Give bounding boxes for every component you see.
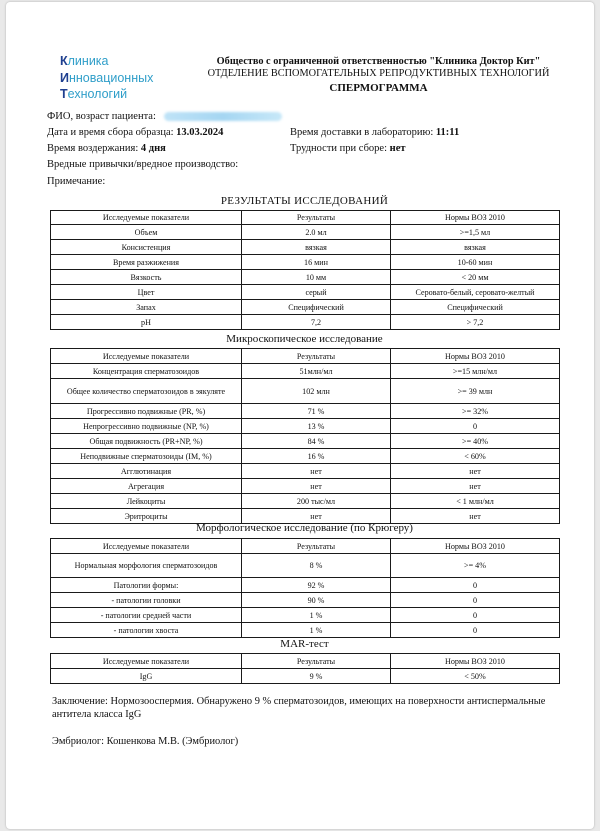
collection-date-field: Дата и время сбора образца: 13.03.2024 — [47, 127, 224, 138]
table-row — [51, 364, 560, 379]
table-cell: 92 % — [242, 578, 391, 593]
table-cell: Непрогрессивно подвижные (NP, %) — [51, 419, 242, 434]
organization-name: Общество с ограниченной ответственностью "Клиника Доктор Кит" — [216, 56, 541, 67]
column-header: Исследуемые показатели — [51, 539, 242, 554]
table-cell: >=1,5 мл — [391, 225, 560, 240]
table-cell: 200 тыс/мл — [242, 494, 391, 509]
table-cell: Вязкость — [51, 270, 242, 285]
document-sheet — [6, 2, 594, 829]
table-row — [51, 554, 560, 578]
column-header: Результаты — [242, 539, 391, 554]
table-row — [51, 300, 560, 315]
table-cell: Эритроциты — [51, 509, 242, 524]
table-cell: 51млн/мл — [242, 364, 391, 379]
table-header-row — [51, 539, 560, 554]
table-cell: 16 % — [242, 449, 391, 464]
table-cell: < 50% — [391, 669, 560, 684]
table-cell: < 60% — [391, 449, 560, 464]
table-cell: >= 40% — [391, 434, 560, 449]
table-row — [51, 578, 560, 593]
table-cell: 0 — [391, 593, 560, 608]
table-cell: Агрегация — [51, 479, 242, 494]
embryologist-signature-line: Эмбриолог: Кошенкова М.В. (Эмбриолог) — [52, 736, 239, 747]
table-cell: >= 32% — [391, 404, 560, 419]
column-header: Результаты — [242, 349, 391, 364]
table-row — [51, 225, 560, 240]
table-cell: 102 млн — [242, 379, 391, 404]
logo-line: Инновационных — [60, 70, 154, 85]
note-label: Примечание: — [47, 176, 106, 187]
abstinence-value: 4 дня — [140, 143, 166, 154]
column-header: Нормы ВОЗ 2010 — [391, 654, 560, 669]
column-header: Результаты — [242, 211, 391, 225]
table-cell: < 1 млн/мл — [391, 494, 560, 509]
section-title-results: РЕЗУЛЬТАТЫ ИССЛЕДОВАНИЙ — [220, 195, 389, 207]
table-cell: 0 — [391, 419, 560, 434]
conclusion-text: Заключение: Нормозооспермия. Обнаружено 9 % сперматозоидов, имеющих на поверхности антиспермальные антитела класса IgG — [52, 696, 546, 720]
table-cell: Консистенция — [51, 240, 242, 255]
table-cell: >= 4% — [391, 554, 560, 578]
table-cell: нет — [242, 464, 391, 479]
table-cell: 0 — [391, 578, 560, 593]
table-cell: < 20 мм — [391, 270, 560, 285]
table-cell: - патологии головки — [51, 593, 242, 608]
table-cell: Специфический — [391, 300, 560, 315]
table-cell: Нормальная морфология сперматозоидов — [51, 554, 242, 578]
table-row — [51, 593, 560, 608]
clinic-logo — [60, 53, 153, 103]
table-cell: IgG — [51, 669, 242, 684]
column-header: Результаты — [242, 654, 391, 669]
table-cell: 0 — [391, 623, 560, 638]
patient-fio-label: ФИО, возраст пациента: — [47, 111, 156, 122]
table-cell: 71 % — [242, 404, 391, 419]
table-row — [51, 494, 560, 509]
table-cell: 84 % — [242, 434, 391, 449]
department-name: ОТДЕЛЕНИЕ ВСПОМОГАТЕЛЬНЫХ РЕПРОДУКТИВНЫХ ТЕХНОЛОГИЙ — [207, 67, 550, 79]
microscopy-table — [50, 348, 560, 524]
table-cell: серый — [242, 285, 391, 300]
table-cell: Прогрессивно подвижные (PR, %) — [51, 404, 242, 419]
document-title: СПЕРМОГРАММА — [329, 82, 428, 94]
table-cell: Объем — [51, 225, 242, 240]
table-cell: pH — [51, 315, 242, 330]
column-header: Исследуемые показатели — [51, 654, 242, 669]
table-cell: Концентрация сперматозоидов — [51, 364, 242, 379]
table-row — [51, 479, 560, 494]
table-cell: Агглютинация — [51, 464, 242, 479]
morphology-table — [50, 538, 560, 638]
table-row — [51, 285, 560, 300]
table-cell: нет — [242, 509, 391, 524]
table-cell: нет — [391, 479, 560, 494]
organization-header — [206, 56, 551, 79]
table-cell: 9 % — [242, 669, 391, 684]
table-cell: Серовато-белый, серовато-желтый — [391, 285, 560, 300]
table-cell: Неподвижные сперматозоиды (IM, %) — [51, 449, 242, 464]
table-row — [51, 464, 560, 479]
logo-line: Клиника — [60, 54, 109, 68]
table-row — [51, 419, 560, 434]
table-row — [51, 379, 560, 404]
table-row — [51, 255, 560, 270]
difficulties-field: Трудности при сборе: нет — [290, 143, 406, 154]
difficulties-value: нет — [389, 143, 406, 154]
table-row — [51, 623, 560, 638]
table-row — [51, 608, 560, 623]
table-cell: Специфический — [242, 300, 391, 315]
table-cell: вязкая — [242, 240, 391, 255]
table-cell: > 7,2 — [391, 315, 560, 330]
table-cell: 10-60 мин — [391, 255, 560, 270]
table-row — [51, 669, 560, 684]
table-header-row — [51, 654, 560, 669]
habits-label: Вредные привычки/вредное производство: — [47, 159, 239, 170]
table-row — [51, 404, 560, 419]
section-title-microscopy: Микроскопическое исследование — [226, 333, 383, 345]
table-cell: нет — [242, 479, 391, 494]
table-cell: нет — [391, 464, 560, 479]
table-cell: >=15 млн/мл — [391, 364, 560, 379]
column-header: Исследуемые показатели — [51, 211, 242, 225]
mar-test-table — [50, 653, 560, 684]
table-cell: Цвет — [51, 285, 242, 300]
collection-date-value: 13.03.2024 — [176, 127, 224, 138]
table-cell: Время разжижения — [51, 255, 242, 270]
table-header-row — [51, 211, 560, 225]
table-row — [51, 449, 560, 464]
table-cell: 1 % — [242, 608, 391, 623]
table-cell: нет — [391, 509, 560, 524]
delivery-time-field: Время доставки в лабораторию: 11:11 — [290, 127, 460, 138]
section-title-mar-test: MAR-тест — [280, 638, 329, 650]
table-cell: 10 мм — [242, 270, 391, 285]
table-cell: вязкая — [391, 240, 560, 255]
column-header: Исследуемые показатели — [51, 349, 242, 364]
section-title-morphology: Морфологическое исследование (по Крюгеру) — [196, 522, 413, 534]
table-row — [51, 315, 560, 330]
table-cell: Запах — [51, 300, 242, 315]
table-cell: Общее количество сперматозоидов в эякуляте — [51, 379, 242, 404]
table-header-row — [51, 349, 560, 364]
table-cell: - патологии средней части — [51, 608, 242, 623]
table-cell: 1 % — [242, 623, 391, 638]
table-cell: Общая подвижность (PR+NP, %) — [51, 434, 242, 449]
table-cell: Лейкоциты — [51, 494, 242, 509]
table-cell: 2.0 мл — [242, 225, 391, 240]
table-cell: - патологии хвоста — [51, 623, 242, 638]
table-cell: Патологии формы: — [51, 578, 242, 593]
table-cell: 90 % — [242, 593, 391, 608]
table-row — [51, 270, 560, 285]
table-row — [51, 240, 560, 255]
table-cell: >= 39 млн — [391, 379, 560, 404]
abstinence-field: Время воздержания: 4 дня — [47, 143, 166, 154]
table-cell: 7,2 — [242, 315, 391, 330]
logo-line: Технологий — [60, 87, 128, 101]
table-row — [51, 434, 560, 449]
column-header: Нормы ВОЗ 2010 — [391, 211, 560, 225]
column-header: Нормы ВОЗ 2010 — [391, 539, 560, 554]
table-cell: 8 % — [242, 554, 391, 578]
table-cell: 0 — [391, 608, 560, 623]
results-table — [50, 210, 560, 330]
table-cell: 13 % — [242, 419, 391, 434]
delivery-time-value: 11:11 — [435, 127, 460, 138]
redacted-patient-name — [164, 112, 282, 121]
column-header: Нормы ВОЗ 2010 — [391, 349, 560, 364]
table-cell: 16 мин — [242, 255, 391, 270]
